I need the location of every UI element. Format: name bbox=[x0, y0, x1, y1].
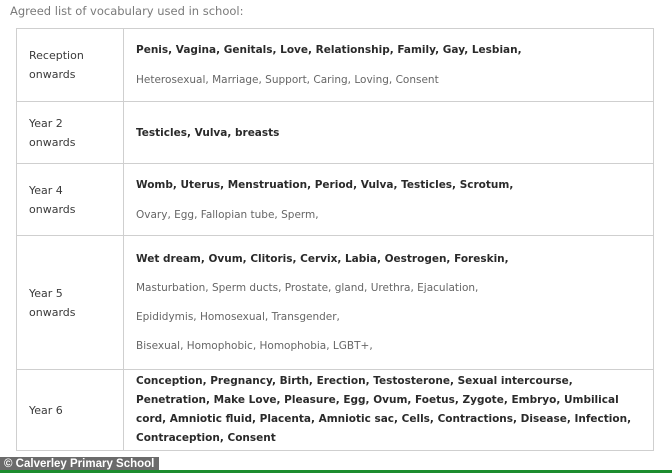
vocabulary-line: Heterosexual, Marriage, Support, Caring, Loving, Consent bbox=[136, 74, 439, 86]
year-label-line: Year 6 bbox=[29, 403, 63, 417]
vocabulary-line: Testicles, Vulva, breasts bbox=[136, 126, 280, 139]
table-row-year-4 bbox=[17, 164, 654, 236]
year-cell bbox=[17, 164, 124, 236]
table-row-year-2 bbox=[17, 102, 654, 164]
table-row-year-6 bbox=[17, 370, 654, 451]
year-label-line: Year 2 bbox=[29, 116, 63, 130]
year-cell bbox=[17, 236, 124, 370]
vocabulary-cell bbox=[124, 370, 654, 451]
vocabulary-line: Bisexual, Homophobic, Homophobia, LGBT+, bbox=[136, 340, 373, 352]
year-label-line: Reception bbox=[29, 49, 84, 62]
year-cell bbox=[17, 102, 124, 164]
year-label-line: onwards bbox=[29, 305, 76, 319]
year-label-line: onwards bbox=[29, 68, 76, 81]
year-label-line: Year 5 bbox=[29, 286, 63, 300]
vocabulary-line: Wet dream, Ovum, Clitoris, Cervix, Labia, Oestrogen, Foreskin, bbox=[136, 253, 509, 265]
year-cell bbox=[17, 370, 124, 451]
vocabulary-line: Penis, Vagina, Genitals, Love, Relationship, Family, Gay, Lesbian, bbox=[136, 44, 522, 56]
vocabulary-line: Ovary, Egg, Fallopian tube, Sperm, bbox=[136, 208, 319, 221]
vocabulary-cell bbox=[124, 102, 654, 164]
vocabulary-paragraph: Conception, Pregnancy, Birth, Erection, Testosterone, Sexual intercourse, Penetration, Make Love, Pleasure, Egg, Ovum, Foetus, Zygote, Embryo, Umbilical cord, Amniotic fluid, Placenta, Amniotic sac, Cells, Contractions, Disease, Infection, Contraception, Consent bbox=[136, 375, 632, 444]
vocabulary-line: Masturbation, Sperm ducts, Prostate, gland, Urethra, Ejaculation, bbox=[136, 282, 479, 294]
year-cell bbox=[17, 29, 124, 102]
year-label-line: Year 4 bbox=[29, 183, 63, 197]
vocabulary-table bbox=[16, 28, 654, 451]
vocabulary-line: Womb, Uterus, Menstruation, Period, Vulva, Testicles, Scrotum, bbox=[136, 178, 514, 191]
table-row-year-5 bbox=[17, 236, 654, 370]
year-label-line: onwards bbox=[29, 135, 76, 149]
table-row-reception bbox=[17, 29, 654, 102]
table-caption: Agreed list of vocabulary used in school: bbox=[10, 4, 244, 18]
year-label-line: onwards bbox=[29, 202, 76, 216]
vocabulary-cell bbox=[124, 236, 654, 370]
vocabulary-cell bbox=[124, 29, 654, 102]
vocabulary-line: Epididymis, Homosexual, Transgender, bbox=[136, 311, 340, 323]
photo-credit: © Calverley Primary School bbox=[0, 457, 159, 471]
vocabulary-cell bbox=[124, 164, 654, 236]
